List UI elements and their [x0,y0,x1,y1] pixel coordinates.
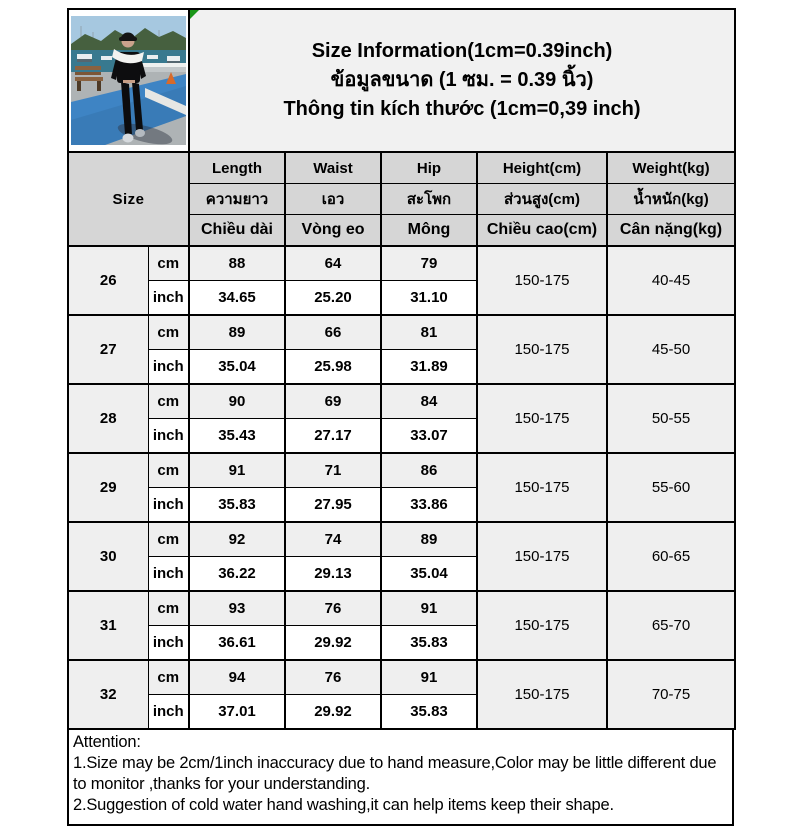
hip-inch-value: 35.83 [381,626,477,661]
product-photo-cell [68,9,189,152]
size-row-29-cm [68,453,735,488]
attention-note [67,730,734,826]
hip-inch-value: 33.07 [381,419,477,454]
waist-inch-value: 27.95 [285,488,381,523]
column-header-th-1: เอว [285,184,381,215]
hip-cm-value: 81 [381,315,477,350]
length-inch-value: 34.65 [189,281,285,316]
column-header-vi-4: Cân nặng(kg) [607,215,735,247]
hip-cm-value: 89 [381,522,477,557]
length-inch-value: 37.01 [189,695,285,730]
weight-range: 50-55 [607,384,735,453]
unit-label-inch: inch [148,488,189,523]
unit-label-cm: cm [148,453,189,488]
size-row-28-cm [68,384,735,419]
waist-cm-value: 64 [285,246,381,281]
unit-label-inch: inch [148,626,189,661]
length-inch-value: 35.04 [189,350,285,385]
attention-line-1: 1.Size may be 2cm/1inch inaccuracy due to hand measure,Color may be little different due to monitor ,thanks for your understanding. [73,754,717,793]
title-row [68,9,735,152]
waist-cm-value: 69 [285,384,381,419]
hip-cm-value: 79 [381,246,477,281]
size-row-27-cm [68,315,735,350]
hip-inch-value: 31.10 [381,281,477,316]
height-range: 150-175 [477,522,607,591]
size-row-26-cm [68,246,735,281]
hip-inch-value: 33.86 [381,488,477,523]
waist-inch-value: 29.92 [285,695,381,730]
attention-line-2: 2.Suggestion of cold water hand washing,it can help items keep their shape. [73,796,614,814]
waist-cm-value: 76 [285,591,381,626]
height-range: 150-175 [477,660,607,729]
hip-cm-value: 91 [381,660,477,695]
size-value-26: 26 [68,246,148,315]
unit-label-cm: cm [148,246,189,281]
waist-inch-value: 27.17 [285,419,381,454]
unit-label-inch: inch [148,281,189,316]
length-cm-value: 89 [189,315,285,350]
title-cell [189,9,735,152]
unit-label-cm: cm [148,522,189,557]
height-range: 150-175 [477,591,607,660]
size-row-30-cm [68,522,735,557]
height-range: 150-175 [477,246,607,315]
unit-label-inch: inch [148,557,189,592]
length-cm-value: 92 [189,522,285,557]
height-range: 150-175 [477,315,607,384]
length-inch-value: 35.43 [189,419,285,454]
column-header-th-2: สะโพก [381,184,477,215]
weight-range: 55-60 [607,453,735,522]
waist-cm-value: 76 [285,660,381,695]
length-inch-value: 35.83 [189,488,285,523]
column-header-vi-2: Mông [381,215,477,247]
column-header-th-0: ความยาว [189,184,285,215]
title-vietnamese: Thông tin kích thước (1cm=0,39 inch) [283,98,641,120]
title-english: Size Information(1cm=0.39inch) [311,40,613,62]
length-cm-value: 94 [189,660,285,695]
column-header-en-3: Height(cm) [477,152,607,184]
size-value-32: 32 [68,660,148,729]
hip-cm-value: 84 [381,384,477,419]
size-row-31-cm [68,591,735,626]
product-photo-illustration [71,16,186,145]
waist-cm-value: 74 [285,522,381,557]
hip-inch-value: 31.89 [381,350,477,385]
waist-inch-value: 25.98 [285,350,381,385]
size-chart-sheet [67,8,734,826]
waist-inch-value: 29.13 [285,557,381,592]
attention-heading: Attention: [73,733,141,751]
unit-label-cm: cm [148,591,189,626]
hip-cm-value: 91 [381,591,477,626]
column-header-vi-1: Vòng eo [285,215,381,247]
column-header-th-4: น้ำหนัก(kg) [607,184,735,215]
unit-label-inch: inch [148,695,189,730]
waist-cm-value: 66 [285,315,381,350]
length-inch-value: 36.22 [189,557,285,592]
length-cm-value: 91 [189,453,285,488]
size-column-header: Size [68,152,189,246]
header-row-english [68,152,735,184]
size-table [67,8,736,730]
column-header-en-2: Hip [381,152,477,184]
waist-inch-value: 29.92 [285,626,381,661]
length-inch-value: 36.61 [189,626,285,661]
unit-label-cm: cm [148,315,189,350]
size-value-28: 28 [68,384,148,453]
unit-label-inch: inch [148,350,189,385]
column-header-th-3: ส่วนสูง(cm) [477,184,607,215]
height-range: 150-175 [477,453,607,522]
waist-cm-value: 71 [285,453,381,488]
size-row-32-cm [68,660,735,695]
hip-inch-value: 35.83 [381,695,477,730]
size-value-31: 31 [68,591,148,660]
unit-label-cm: cm [148,660,189,695]
waist-inch-value: 25.20 [285,281,381,316]
column-header-vi-0: Chiều dài [189,215,285,247]
cell-flag-triangle-icon [190,10,199,19]
size-value-29: 29 [68,453,148,522]
hip-inch-value: 35.04 [381,557,477,592]
weight-range: 70-75 [607,660,735,729]
weight-range: 65-70 [607,591,735,660]
title-thai: ข้อมูลขนาด (1 ซม. = 0.39 นิ้ว) [330,69,594,91]
unit-label-cm: cm [148,384,189,419]
size-value-30: 30 [68,522,148,591]
length-cm-value: 90 [189,384,285,419]
column-header-en-0: Length [189,152,285,184]
length-cm-value: 88 [189,246,285,281]
size-value-27: 27 [68,315,148,384]
weight-range: 60-65 [607,522,735,591]
column-header-en-1: Waist [285,152,381,184]
weight-range: 45-50 [607,315,735,384]
hip-cm-value: 86 [381,453,477,488]
column-header-vi-3: Chiều cao(cm) [477,215,607,247]
weight-range: 40-45 [607,246,735,315]
height-range: 150-175 [477,384,607,453]
unit-label-inch: inch [148,419,189,454]
length-cm-value: 93 [189,591,285,626]
column-header-en-4: Weight(kg) [607,152,735,184]
